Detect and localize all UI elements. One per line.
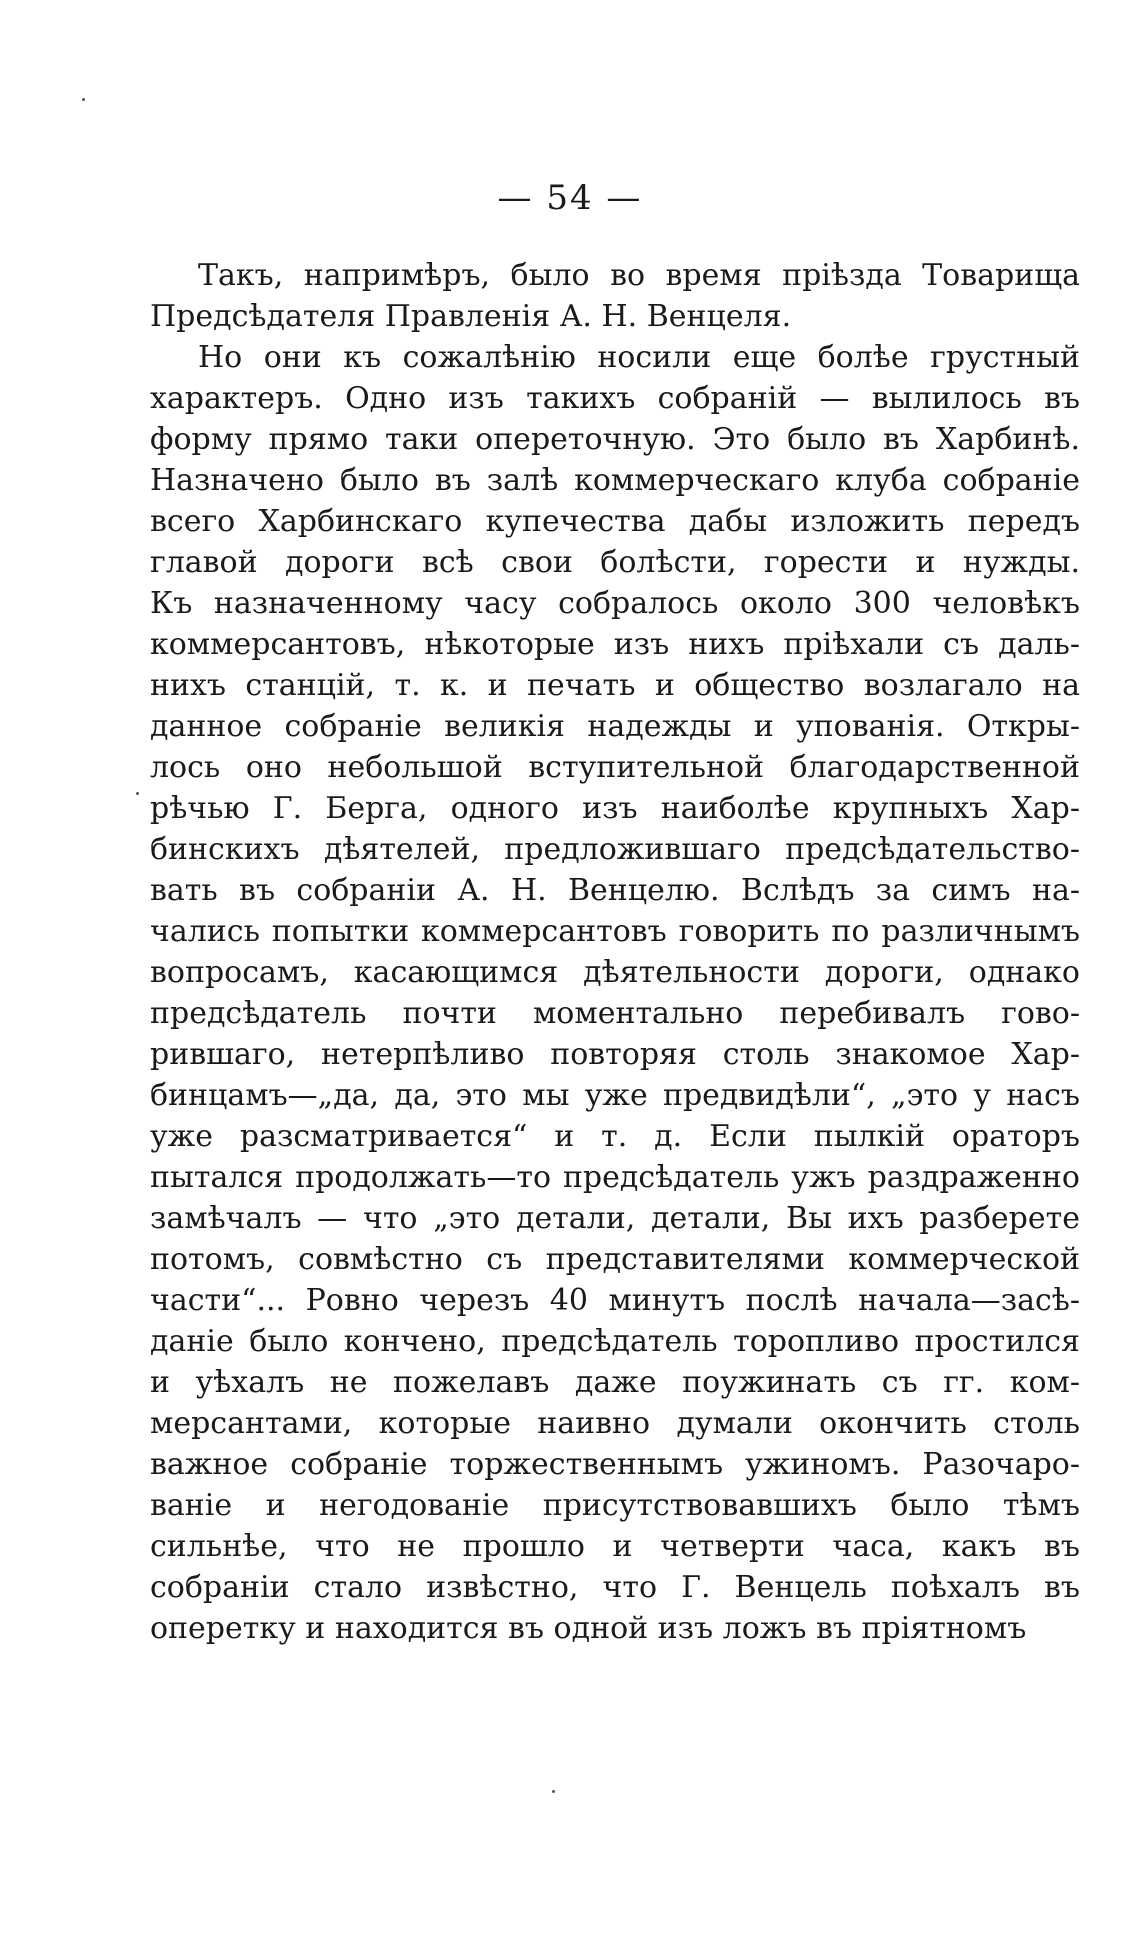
text-line: всего Харбинскаго купечества дабы изложить передъ <box>150 504 1080 539</box>
body-text <box>150 255 1080 1649</box>
paper-speck <box>82 98 85 101</box>
text-line: части“... Ровно черезъ 40 минутъ послѣ начала—засѣ- <box>150 1283 1080 1318</box>
text-line: рѣчью Г. Берга, одного изъ наиболѣе крупныхъ Хар- <box>150 791 1080 826</box>
text-line: лось оно небольшой вступительной благодарственной <box>150 750 1080 785</box>
paper-speck <box>136 792 139 795</box>
text-line: Предсѣдателя Правленія А. Н. Венцеля. <box>150 299 792 334</box>
text-line: характеръ. Одно изъ такихъ собраній — вылилось въ <box>150 381 1080 416</box>
text-line: потомъ, совмѣстно съ представителями коммерческой <box>150 1242 1080 1277</box>
text-line: и уѣхалъ не пожелавъ даже поужинать съ гг. ком- <box>150 1365 1080 1400</box>
text-line: форму прямо таки опереточную. Это было въ Харбинѣ. <box>150 422 1080 457</box>
text-line: бинцамъ—„да, да, это мы уже предвидѣли“, „это у насъ <box>150 1078 1080 1113</box>
page-number: — 54 — <box>497 178 643 218</box>
text-line: важное собраніе торжественнымъ ужиномъ. Разочаро- <box>150 1447 1080 1482</box>
text-line: замѣчалъ — что „это детали, детали, Вы ихъ разберете <box>150 1201 1080 1236</box>
paragraph-2 <box>150 337 1080 1649</box>
paper-speck <box>552 1790 555 1793</box>
text-line: Такъ, напримѣръ, было во время пріѣзда Товарища <box>198 258 1080 293</box>
text-line: сильнѣе, что не прошло и четверти часа, какъ въ <box>150 1529 1080 1564</box>
text-line: вопросамъ, касающимся дѣятельности дороги, однако <box>150 955 1080 990</box>
paragraph-1 <box>150 255 1080 337</box>
text-line: Назначено было въ залѣ коммерческаго клуба собраніе <box>150 463 1080 498</box>
text-line: данное собраніе великія надежды и упованія. Откры- <box>150 709 1080 744</box>
text-line: мерсантами, которые наивно думали окончить столь <box>150 1406 1080 1441</box>
text-line: Къ назначенному часу собралось около 300 человѣкъ <box>150 586 1080 621</box>
text-line: рившаго, нетерпѣливо повторяя столь знакомое Хар- <box>150 1037 1080 1072</box>
text-line: чались попытки коммерсантовъ говорить по различнымъ <box>150 914 1080 949</box>
text-line: предсѣдатель почти моментально перебивалъ гово- <box>150 996 1080 1031</box>
text-line: главой дороги всѣ свои болѣсти, горести и нужды. <box>150 545 1080 580</box>
text-line: Но они къ сожалѣнію носили еще болѣе грустный <box>198 340 1080 375</box>
text-line: вать въ собраніи А. Н. Венцелю. Вслѣдъ за симъ на- <box>150 873 1080 908</box>
text-line: бинскихъ дѣятелей, предложившаго предсѣдательство- <box>150 832 1080 867</box>
text-line: уже разсматривается“ и т. д. Если пылкій ораторъ <box>150 1119 1080 1154</box>
text-line: даніе было кончено, предсѣдатель торопливо простился <box>150 1324 1080 1359</box>
text-line: ваніе и негодованіе присутствовавшихъ было тѣмъ <box>150 1488 1080 1523</box>
text-line: оперетку и находится въ одной изъ ложъ въ пріятномъ <box>150 1611 1027 1646</box>
text-line: коммерсантовъ, нѣкоторые изъ нихъ пріѣхали съ даль- <box>150 627 1080 662</box>
text-line: собраніи стало извѣстно, что Г. Венцель поѣхалъ въ <box>150 1570 1080 1605</box>
text-line: пытался продолжать—то предсѣдатель ужъ раздраженно <box>150 1160 1080 1195</box>
text-line: нихъ станцій, т. к. и печать и общество возлагало на <box>150 668 1080 703</box>
